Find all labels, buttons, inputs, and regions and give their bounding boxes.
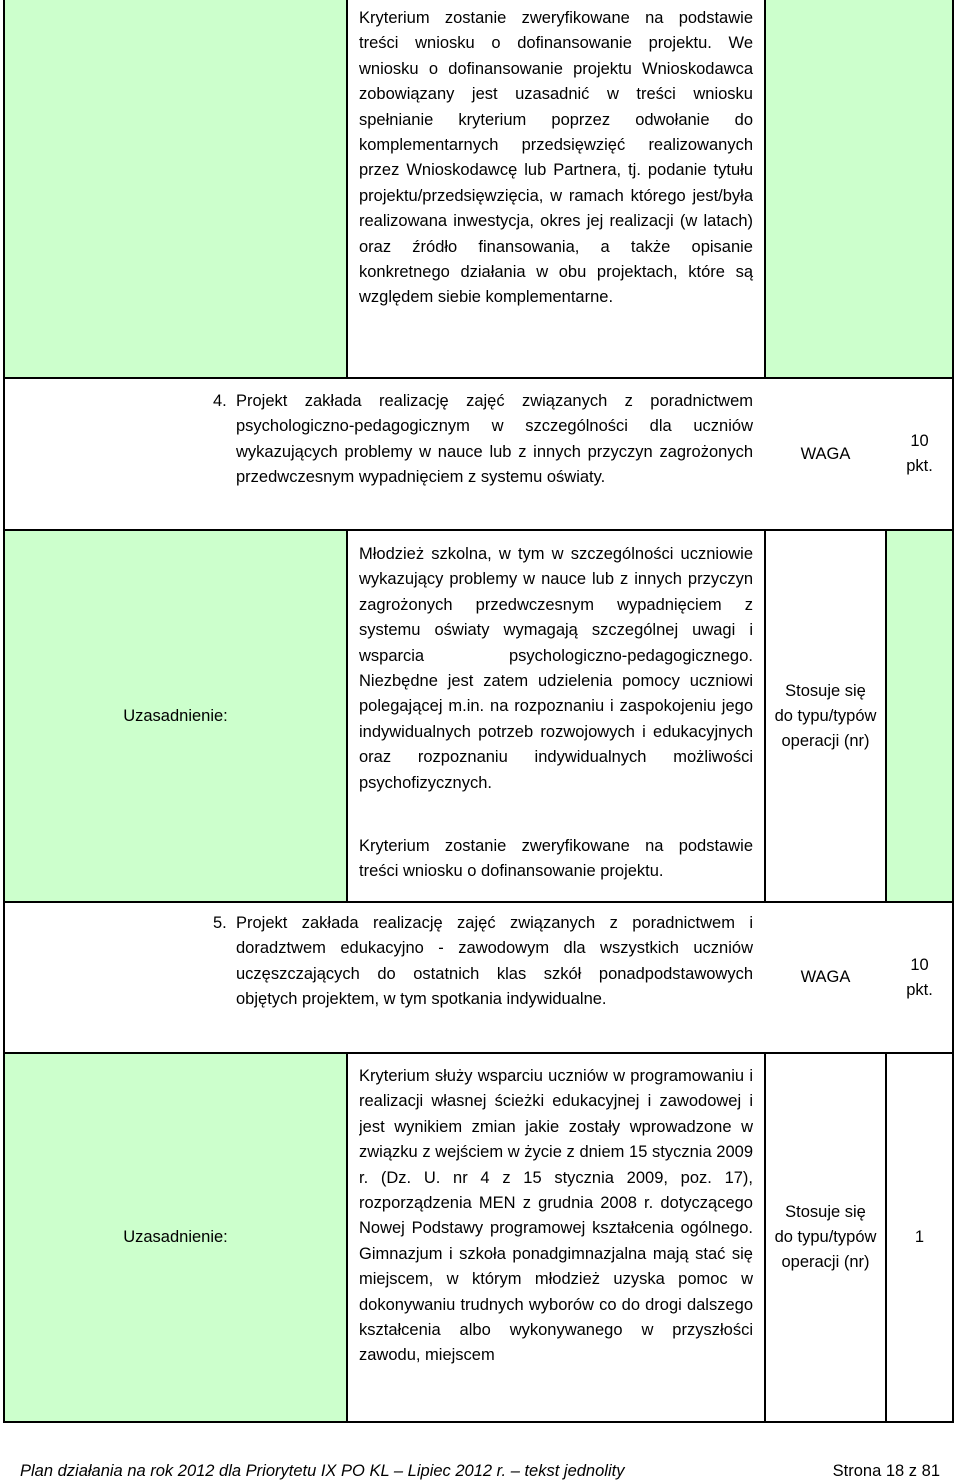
criterion-points: 10 pkt.	[906, 432, 933, 475]
row-fill-a	[4, 0, 347, 378]
column-divider	[764, 0, 766, 378]
column-divider	[346, 530, 348, 902]
criterion-number: 4.	[213, 392, 227, 410]
verification-text: Kryterium zostanie zweryfikowane na podstawie treści wniosku o dofinansowanie projektu.	[359, 837, 753, 881]
table-border-right	[952, 0, 954, 1423]
applies-to-text: Stosuje się do typu/typów operacji (nr)	[774, 681, 877, 750]
applies-to-text: Stosuje się do typu/typów operacji (nr)	[774, 1203, 877, 1271]
criterion-text: Projekt zakłada realizację zajęć związanych z poradnictwem psychologiczno-pedagogicznym w szczególności dla uczniów wykazujących problemy w nauce lub z innych przyczyn zagrożonych przedwczesnym wypadnięciem z systemu oświaty.	[236, 392, 753, 487]
justification-text: Młodzież szkolna, w tym w szczególności uczniowie wykazujący problemy w nauce lub z innych przyczyn zagrożonych przedwczesnym wypadnięciem z systemu oświaty wymagają szczególnej uwagi i wsparcia psychologiczno-pedagogicznego. Niezbędne jest zatem udzielenia pomocy uczniowi polegającej m.in. na rozpoznaniu i zaspokojeniu jego indywidualnych potrzeb rozwojowych i edukacyjnych oraz rozpoznaniu indywidualnych możliwości psychofizycznych.	[359, 545, 753, 792]
criterion-points: 10 pkt.	[906, 955, 933, 999]
justification-label: Uzasadnienie:	[123, 706, 228, 725]
column-divider	[885, 530, 887, 902]
justification-label: Uzasadnienie:	[123, 1228, 228, 1246]
criterion-type-label: WAGA	[800, 968, 851, 986]
criterion-type-label: WAGA	[800, 444, 851, 463]
column-divider	[346, 1052, 348, 1422]
operation-number: 1	[914, 1228, 925, 1246]
column-divider	[346, 0, 348, 378]
table-border-bottom	[3, 1421, 954, 1423]
row-fill-justification-4-right	[886, 531, 953, 902]
verification-text-prev: Kryterium zostanie zweryfikowane na podstawie treści wniosku o dofinansowanie projektu. We wniosku o dofinansowanie projektu Wnioskodawca zobowiązany jest uzasadnić w treści wniosku spełnianie kryterium poprzez odwołanie do komplementarnych przedsięwzięć realizowanych przez Wnioskodawcę lub Partnera, tj. podanie tytułu projektu/przedsięwzięcia, w ramach którego jest/była realizowana inwestycja, okres jej realizacji (w latach) oraz źródło finansowania, a także opisanie konkretnego działania w obu projektach, które są względem siebie komplementarne.	[359, 9, 753, 307]
justification-text: Kryterium służy wsparciu uczniów w programowaniu i realizacji własnej ścieżki edukacyjnej i zawodowej i jest wynikiem zmian jakie zostały wprowadzone w związku z wejściem w życie z dniem 15 stycznia 2009 r. (Dz. U. nr 4 z 15 stycznia 2009, poz. 17), rozporządzenia MEN z grudnia 2008 r. dotyczącego Nowej Podstawy programowej kształcenia ogólnego. Gimnazjum i szkoła ponadgimnazjalna mają stać się miejscem, w którym młodzież uzyska pomoc w dokonywaniu trudnych wyborów co do drogi dalszego kształcenia albo wykonywanego w przyszłości zawodu, miejscem	[359, 1067, 753, 1365]
criterion-number: 5.	[213, 914, 227, 932]
criterion-text: Projekt zakłada realizację zajęć związanych z poradnictwem i doradztwem edukacyjno - zawodowym dla wszystkich uczniów uczęszczających do ostatnich klas szkół ponadpodstawowych objętych projektem, w tym spotkania indywidualne.	[236, 914, 753, 1009]
footer-document-title: Plan działania na rok 2012 dla Priorytetu IX PO KL – Lipiec 2012 r. – tekst jednolity	[20, 1462, 625, 1480]
footer-page-number: Strona 18 z 81	[832, 1462, 940, 1480]
row-fill-a-right	[765, 0, 953, 378]
